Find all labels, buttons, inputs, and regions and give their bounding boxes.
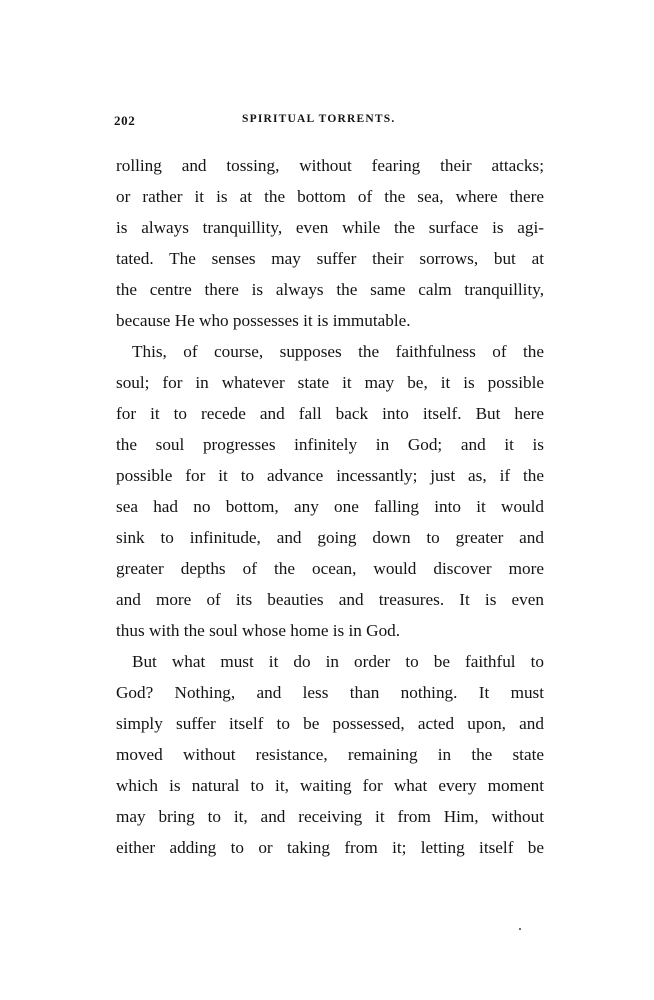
- paragraph-2-line-6: sea had no bottom, any one falling into it would: [116, 497, 544, 516]
- paragraph-2-line-5: possible for it to advance incessantly; just as, if the: [116, 466, 544, 485]
- running-title: SPIRITUAL TORRENTS.: [242, 113, 396, 125]
- paragraph-2-line-8: greater depths of the ocean, would discover more: [116, 559, 544, 578]
- running-head: [114, 113, 544, 133]
- paragraph-2-line-10: thus with the soul whose home is in God.: [116, 621, 401, 640]
- paragraph-3-line-6: may bring to it, and receiving it from Him, without: [116, 807, 544, 826]
- paragraph-1-line-2: or rather it is at the bottom of the sea, where there: [116, 187, 544, 206]
- paragraph-3-line-4: moved without resistance, remaining in the state: [116, 745, 544, 764]
- paragraph-3-line-3: simply suffer itself to be possessed, acted upon, and: [116, 714, 544, 733]
- paragraph-3-line-2: God? Nothing, and less than nothing. It must: [116, 683, 544, 702]
- body-text: [116, 150, 544, 863]
- paragraph-1-line-4: tated. The senses may suffer their sorrows, but at: [116, 249, 544, 268]
- page-number: 202: [114, 113, 136, 128]
- paragraph-2-line-3: for it to recede and fall back into itself. But here: [116, 404, 544, 423]
- print-speck: [519, 928, 521, 930]
- paragraph-2-line-2: soul; for in whatever state it may be, it is possible: [116, 373, 544, 392]
- paragraph-3-line-1: But what must it do in order to be faithful to: [132, 652, 544, 671]
- paragraph-2-line-7: sink to infinitude, and going down to greater and: [116, 528, 544, 547]
- paragraph-2-line-1: This, of course, supposes the faithfulness of the: [132, 342, 544, 361]
- paragraph-3-line-5: which is natural to it, waiting for what every moment: [116, 776, 544, 795]
- paragraph-1-line-5: the centre there is always the same calm tranquillity,: [116, 280, 544, 299]
- paragraph-2-line-9: and more of its beauties and treasures. It is even: [116, 590, 544, 609]
- paragraph-3-line-7: either adding to or taking from it; letting itself be: [116, 838, 544, 857]
- paragraph-1-line-6: because He who possesses it is immutable.: [116, 311, 411, 330]
- paragraph-2-line-4: the soul progresses infinitely in God; and it is: [116, 435, 544, 454]
- paragraph-1-line-1: rolling and tossing, without fearing their attacks;: [116, 156, 544, 175]
- paragraph-1-line-3: is always tranquillity, even while the surface is agi-: [116, 218, 544, 237]
